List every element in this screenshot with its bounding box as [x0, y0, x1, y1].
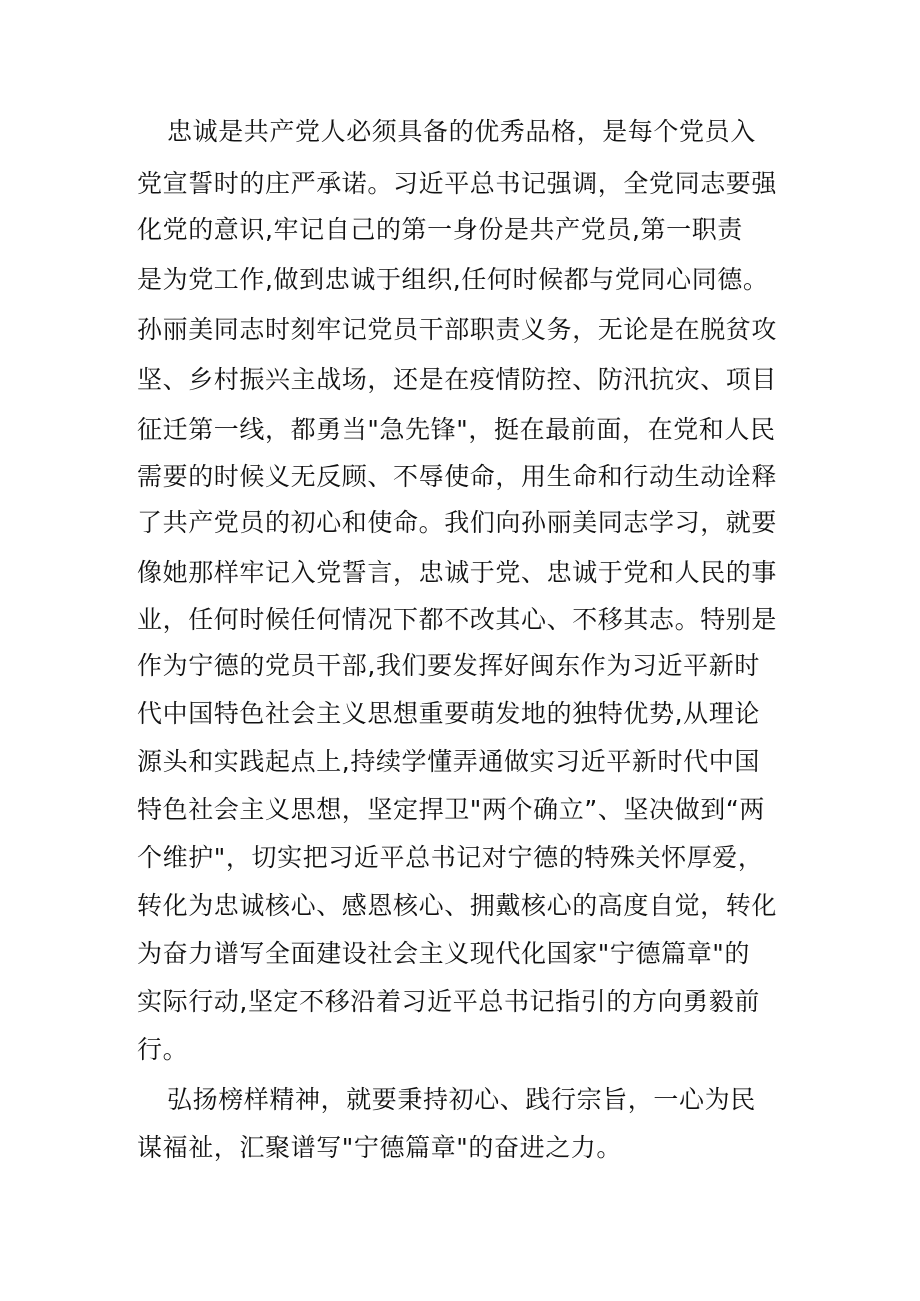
text-line: 为奋力谱写全面建设社会主义现代化国家"宁德篇章"的 — [137, 939, 750, 968]
text-line: 征迁第一线，都勇当"急先锋"，挺在最前面，在党和人民 — [137, 415, 776, 444]
text-line: 是为党工作,做到忠诚于组织,任何时候都与党同心同德。 — [137, 265, 769, 294]
text-line: 业，任何时候任何情况下都不改其心、不移其志。特别是 — [137, 605, 778, 634]
text-line: 忠诚是共产党人必须具备的优秀品格，是每个党员入 — [167, 117, 756, 146]
text-line: 转化为忠诚核心、感恩核心、拥戴核心的高度自觉，转化 — [137, 891, 778, 920]
text-line: 行。 — [137, 1035, 189, 1064]
text-line: 实际行动,坚定不移沿着习近平总书记指引的方向勇毅前 — [137, 987, 760, 1016]
text-line: 作为宁德的党员干部,我们要发挥好闽东作为习近平新时 — [137, 651, 760, 680]
text-line: 孙丽美同志时刻牢记党员干部职责义务，无论是在脱贫攻 — [137, 315, 778, 344]
text-line: 个维护"，切实把习近平总书记对宁德的特殊关怀厚爱， — [137, 843, 764, 872]
text-line: 党宣誓时的庄严承诺。习近平总书记强调，全党同志要强 — [137, 169, 778, 198]
text-line: 源头和实践起点上,持续学懂弄通做实习近平新时代中国 — [137, 747, 760, 776]
text-line: 坚、乡村振兴主战场，还是在疫情防控、防汛抗灾、项目 — [137, 365, 778, 394]
text-line: 需要的时候义无反顾、不辱使命，用生命和行动生动诠释 — [137, 462, 778, 491]
text-line: 了共产党员的初心和使命。我们向孙丽美同志学习，就要 — [137, 508, 778, 537]
text-line: 谋福祉，汇聚谱写"宁德篇章"的奋进之力。 — [137, 1133, 622, 1162]
text-line: 像她那样牢记入党誓言，忠诚于党、忠诚于党和人民的事 — [137, 558, 778, 587]
text-line: 弘扬榜样精神，就要秉持初心、践行宗旨，一心为民 — [167, 1085, 756, 1114]
text-line: 代中国特色社会主义思想重要萌发地的独特优势,从理论 — [137, 699, 760, 728]
text-line: 特色社会主义思想，坚定捍卫"两个确立”、坚决做到“两 — [137, 795, 766, 824]
text-line: 化党的意识,牢记自己的第一身份是共产党员,第一职责 — [137, 215, 743, 244]
